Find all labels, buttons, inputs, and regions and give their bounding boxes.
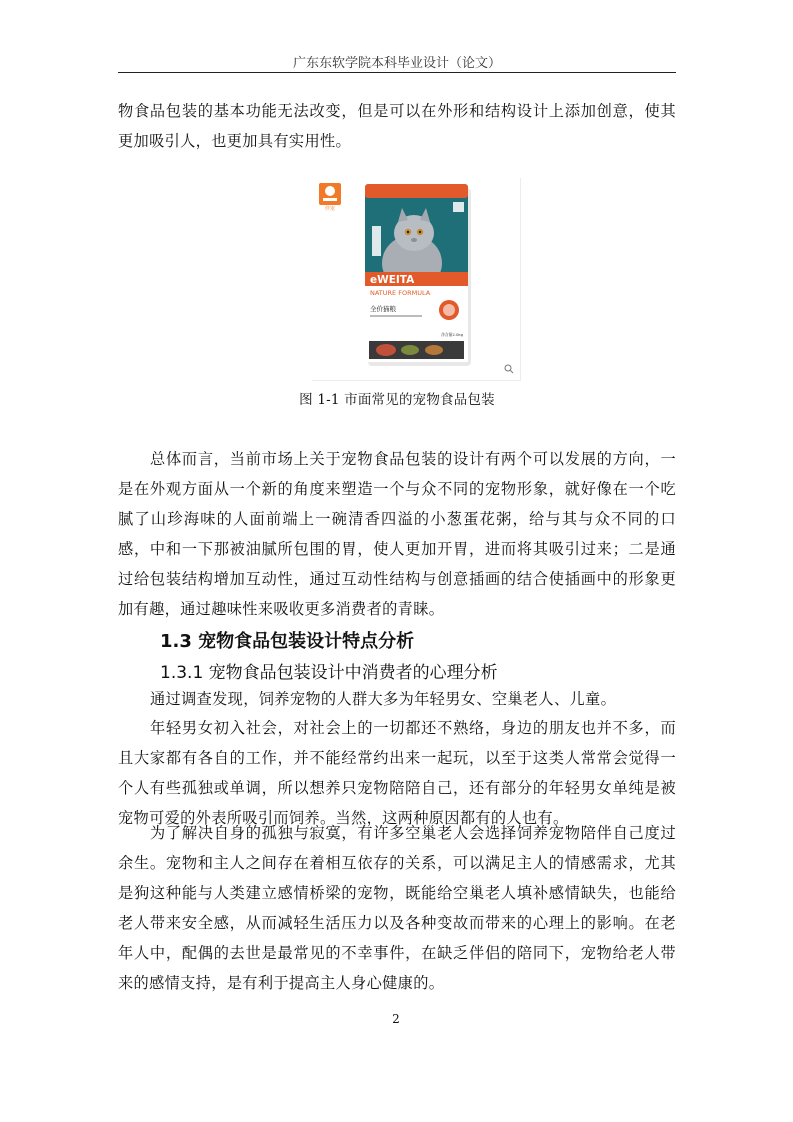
- body-paragraph: 通过调查发现，饲养宠物的人群大多为年轻男女、空巢老人、儿童。: [150, 690, 617, 708]
- intro-paragraph: 物食品包装的基本功能无法改变，但是可以在外形和结构设计上添加创意，使其更加吸引人，也更加具有实用性。: [118, 102, 676, 150]
- page-number: 2: [392, 1012, 400, 1026]
- store-logo: [319, 183, 341, 212]
- section-heading: 1.3 宠物食品包装设计特点分析: [160, 631, 415, 652]
- magnifier-icon[interactable]: [504, 364, 514, 374]
- body-paragraph: 总体而言，当前市场上关于宠物食品包装的设计有两个可以发展的方向，一是在外观方面从一个新的角度来塑造一个与众不同的宠物形象，就好像在一个吃腻了山珍海味的人面前端上一碗清香四溢的小葱蛋花粥，给与其与众不同的口感，中和一下那被油腻所包围的胃，使人更加开胃，进而将其吸引过来；二是通过给包装结构增加互动性，通过互动性结构与创意插画的结合使插画中的形象更加有趣，通过趣味性来吸收更多消费者的青睐。: [118, 450, 676, 618]
- pet-food-package-illustration: [312, 178, 520, 380]
- running-header: 广东东软学院本科毕业设计（论文）: [292, 56, 501, 71]
- bag-brand: eWEITA: [370, 274, 415, 286]
- bag-product-name: 全价猫粮: [370, 305, 396, 313]
- figure-caption: 图 1-1 市面常见的宠物食品包装: [299, 392, 495, 408]
- subsection-heading: 1.3.1 宠物食品包装设计中消费者的心理分析: [160, 663, 498, 683]
- header-rule: [118, 72, 676, 73]
- bag-product-line: NATURE FORMULA: [370, 289, 431, 297]
- body-paragraph: 为了解决自身的孤独与寂寞，有许多空巢老人会选择饲养宠物陪伴自己度过余生。宠物和主人之间存在着相互依存的关系，可以满足主人的情感需求，尤其是狗这种能与人类建立感情桥梁的宠物，既能给空巢老人填补感情缺失，也能给老人带来安全感，从而减轻生活压力以及各种变故而带来的心理上的影响。在老年人中，配偶的去世是最常见的不幸事件，在缺乏伴侣的陪同下，宠物给老人带来的感情支持，是有利于提高主人身心健康的。: [118, 824, 676, 992]
- bag-weight: 净含量2.0kg: [440, 332, 463, 337]
- store-logo-text: 伴宠: [324, 206, 336, 212]
- figure-image: [312, 178, 521, 381]
- body-paragraph: 年轻男女初入社会，对社会上的一切都还不熟络，身边的朋友也并不多，而且大家都有各自的工作，并不能经常约出来一起玩，以至于这类人常常会觉得一个人有些孤独或单调，所以想养只宠物陪陪自己，还有部分的年轻男女单纯是被宠物可爱的外表所吸引而饲养。当然，这两种原因都有的人也有。: [118, 719, 676, 827]
